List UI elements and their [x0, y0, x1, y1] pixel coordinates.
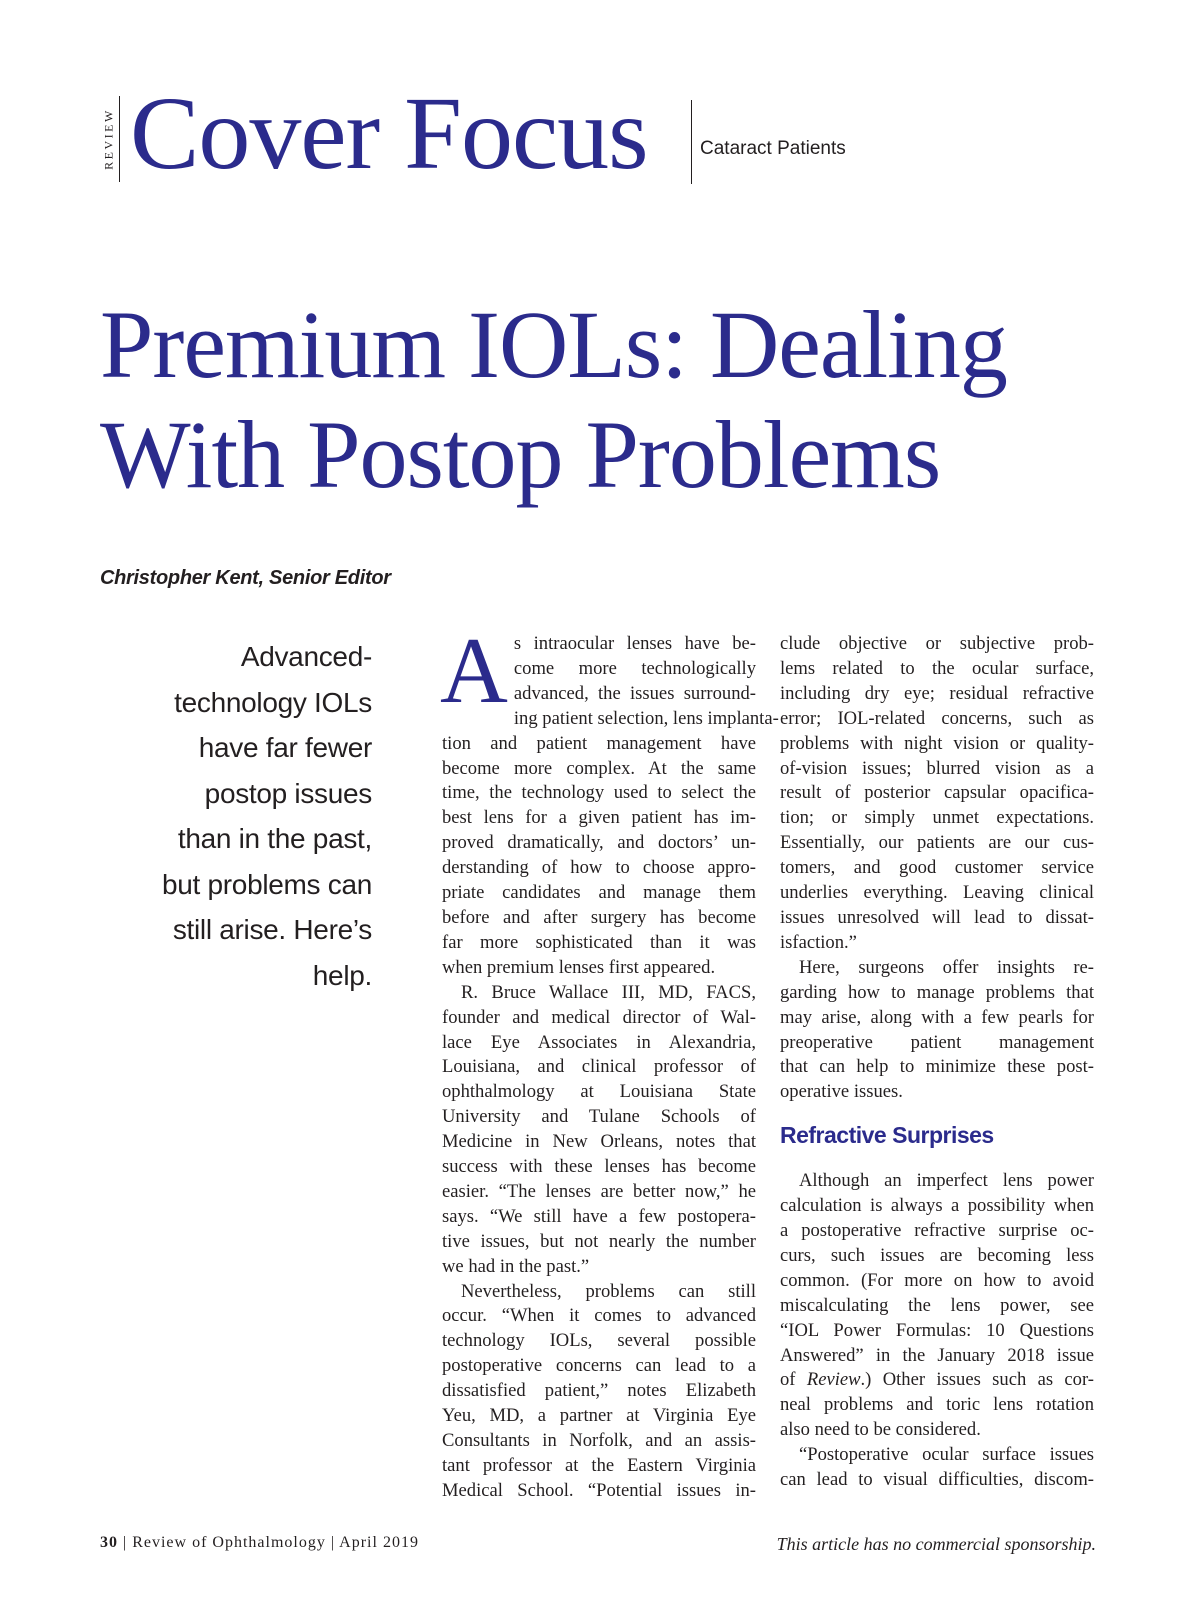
text-line: Louisiana, and clinical professor of: [442, 1056, 756, 1078]
text-fragment: .) Other issues such as cor-: [860, 1369, 1094, 1391]
section-label: Cataract Patients: [700, 138, 846, 159]
text-line: preoperative patient management: [780, 1031, 1094, 1053]
text-line: Here, surgeons offer insights re-: [799, 956, 1094, 978]
text-line: far more sophisticated than it was: [442, 931, 756, 953]
text-line: common. (For more on how to avoid: [780, 1269, 1094, 1291]
text-line: problems with night vision or quality-: [780, 732, 1094, 754]
text-line: R. Bruce Wallace III, MD, FACS,: [461, 981, 756, 1003]
text-line: Essentially, our patients are our cus-: [780, 832, 1094, 854]
page-number: 30: [100, 1534, 118, 1551]
paragraph: [780, 632, 1094, 956]
pull-quote-line: help.: [312, 959, 372, 991]
text-line: clude objective or subjective prob-: [780, 633, 1094, 654]
pull-quote-line: technology IOLs: [174, 686, 372, 718]
text-line: issues unresolved will lead to dissat-: [780, 906, 1094, 928]
text-line: Answered” in the January 2018 issue: [780, 1344, 1094, 1366]
text-line: time, the technology used to select the: [442, 782, 756, 804]
text-line: operative issues.: [780, 1081, 903, 1103]
text-line: Medicine in New Orleans, notes that: [442, 1131, 756, 1153]
text-line: calculation is always a possibility when: [780, 1195, 1094, 1217]
pull-quote-line: but problems can: [162, 868, 372, 900]
text-line: proved dramatically, and doctors’ un-: [442, 832, 756, 854]
paragraph: [780, 1169, 1094, 1443]
text-fragment: of: [780, 1369, 807, 1391]
text-line: come more technologically: [513, 657, 756, 679]
text-line: that can help to minimize these post-: [780, 1056, 1094, 1078]
text-line: occur. “When it comes to advanced: [442, 1305, 756, 1327]
text-line: [780, 1368, 1094, 1393]
paragraph: [780, 1443, 1094, 1493]
text-line: Although an imperfect lens power: [799, 1170, 1094, 1192]
subheading-refractive-surprises: Refractive Surprises: [780, 1122, 994, 1149]
text-line: curs, such issues are becoming less: [780, 1244, 1094, 1266]
text-line: Nevertheless, problems can still: [461, 1280, 756, 1302]
text-line: “IOL Power Formulas: 10 Questions: [780, 1319, 1094, 1341]
text-line: isfaction.”: [780, 931, 857, 953]
text-line: derstanding of how to choose appro-: [442, 857, 756, 879]
text-line: lace Eye Associates in Alexandria,: [442, 1031, 756, 1053]
text-line: postoperative concerns can lead to a: [442, 1355, 756, 1377]
text-line: priate candidates and manage them: [442, 882, 756, 904]
text-line: lems related to the ocular surface,: [780, 657, 1094, 679]
text-line: ophthalmology at Louisiana State: [442, 1081, 756, 1103]
text-line: result of posterior capsular opacifica-: [780, 782, 1094, 804]
text-line: success with these lenses has become: [442, 1156, 756, 1178]
header-divider: [691, 100, 692, 184]
pull-quote-line: postop issues: [204, 777, 372, 809]
text-line: tion; or simply unmet expectations.: [780, 807, 1094, 829]
pull-quote-line: have far fewer: [198, 732, 372, 763]
text-line: also need to be considered.: [780, 1419, 981, 1441]
text-line: tomers, and good customer service: [780, 857, 1094, 879]
text-line: underlies everything. Leaving clinical: [780, 882, 1094, 904]
headline-line-1: Premium IOLs: Dealing: [100, 291, 1007, 398]
text-line: including dry eye; residual refractive: [780, 682, 1094, 704]
paragraph-intro: [440, 619, 779, 981]
body-column-1: [440, 619, 779, 1504]
body-column-2: [780, 632, 1094, 1493]
text-line: can lead to visual difficulties, discom-: [780, 1469, 1094, 1491]
publication-info: | Review of Ophthalmology | April 2019: [123, 1534, 419, 1551]
drop-cap: A: [440, 619, 508, 723]
text-line: s intraocular lenses have be-: [513, 633, 756, 654]
text-line: error; IOL-related concerns, such as: [780, 707, 1094, 729]
pull-quote: [140, 634, 372, 998]
headline-line-2: With Postop Problems: [100, 401, 941, 508]
review-tag: [99, 96, 120, 182]
folio: [100, 1534, 419, 1552]
sponsorship-note: This article has no commercial sponsorship.: [776, 1534, 1096, 1554]
text-line: technology IOLs, several possible: [442, 1330, 756, 1352]
paragraph: [442, 1280, 756, 1504]
text-line: of-vision issues; blurred vision as a: [780, 757, 1094, 779]
text-line: may arise, along with a few pearls for: [780, 1006, 1094, 1028]
paragraph: [780, 956, 1094, 1105]
publication-name: Review: [806, 1369, 861, 1391]
text-line: miscalculating the lens power, see: [780, 1294, 1094, 1316]
text-line: “Postoperative ocular surface issues: [799, 1444, 1094, 1466]
text-line: easier. “The lenses are better now,” he: [442, 1180, 756, 1202]
review-tag-label: REVIEW: [101, 108, 116, 170]
text-line: tive issues, but not nearly the number: [442, 1230, 756, 1252]
pull-quote-line: Advanced-: [240, 641, 372, 672]
text-line: Medical School. “Potential issues in-: [442, 1479, 756, 1501]
article-headline: [100, 290, 1180, 510]
text-line: when premium lenses first appeared.: [442, 956, 716, 978]
paragraph: [442, 981, 756, 1280]
text-line: founder and medical director of Wal-: [442, 1006, 756, 1028]
text-line: Yeu, MD, a partner at Virginia Eye: [442, 1405, 756, 1427]
pull-quote-line: than in the past,: [177, 823, 372, 854]
text-line: before and after surgery has become: [442, 906, 756, 928]
text-line: we had in the past.”: [442, 1255, 590, 1277]
text-line: ing patient selection, lens implanta-: [513, 707, 779, 729]
text-line: says. “We still have a few postopera-: [442, 1205, 756, 1227]
byline: Christopher Kent, Senior Editor: [100, 567, 391, 589]
text-line: best lens for a given patient has im-: [442, 807, 756, 829]
text-line: neal problems and toric lens rotation: [780, 1394, 1094, 1416]
section-title: Cover Focus: [130, 76, 648, 191]
text-line: University and Tulane Schools of: [442, 1106, 756, 1128]
text-line: tant professor at the Eastern Virginia: [442, 1454, 756, 1476]
text-line: tion and patient management have: [442, 732, 756, 754]
text-line: dissatisfied patient,” notes Elizabeth: [442, 1380, 756, 1402]
text-line: a postoperative refractive surprise oc-: [780, 1220, 1094, 1242]
text-line: become more complex. At the same: [442, 757, 756, 779]
text-line: garding how to manage problems that: [780, 981, 1094, 1003]
text-line: Consultants in Norfolk, and an assis-: [442, 1430, 756, 1451]
text-line: advanced, the issues surround-: [513, 682, 756, 704]
pull-quote-line: still arise. Here’s: [172, 914, 372, 945]
